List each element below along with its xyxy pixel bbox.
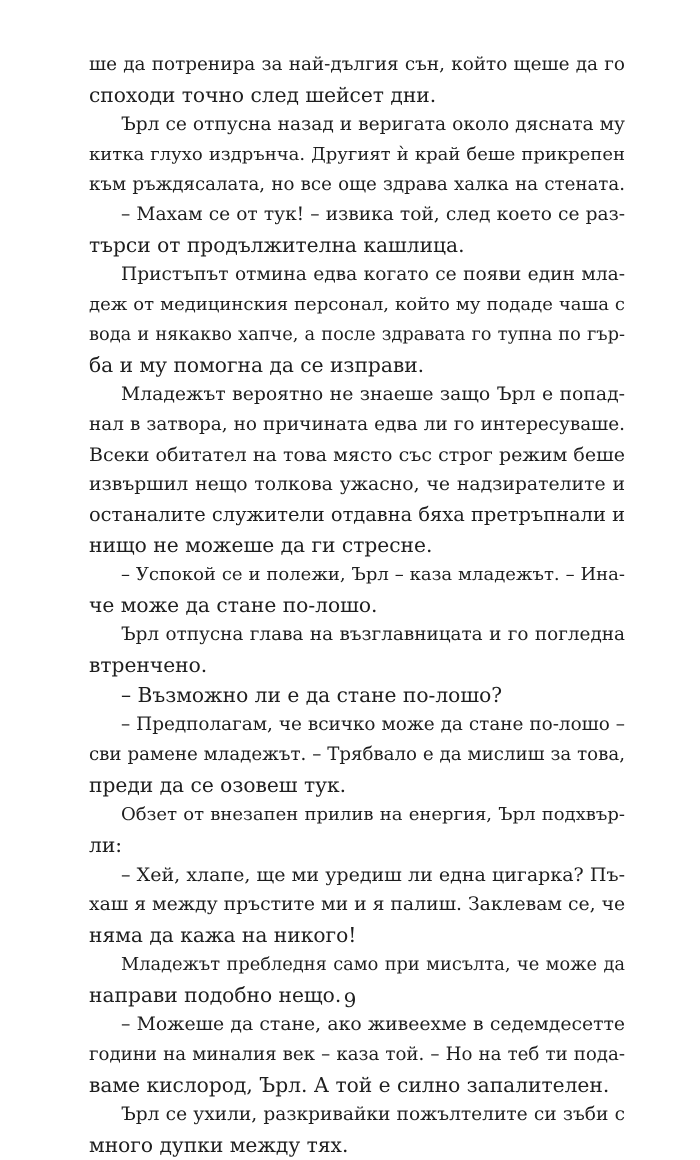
text-line: останалите служители отдавна бяха претръпнали и: [89, 503, 625, 526]
text-line: направи подобно нещо.: [89, 983, 342, 1007]
text-line: няма да кажа на никого!: [89, 923, 357, 947]
text-line: – Предполагам, че всичко може да стане по-лошо –: [121, 714, 625, 735]
text-line: към ръждясалата, но все още здрава халка на стената.: [89, 174, 625, 195]
text-line: – Махам се от тук! – извика той, след което се раз-: [121, 204, 625, 225]
text-line: че може да стане по-лошо.: [89, 593, 378, 617]
text-line: Ърл се ухили, разкривайки пожълтелите си зъби с: [121, 1104, 625, 1125]
text-line: – Можеше да стане, ако живеехме в седемдесетте: [121, 1014, 625, 1035]
text-line: споходи точно след шейсет дни.: [89, 83, 437, 107]
text-line: години на миналия век – каза той. – Но на теб ти пода-: [89, 1044, 625, 1065]
text-line: търси от продължителна кашлица.: [89, 233, 465, 257]
text-line: нал в затвора, но причината едва ли го интересуваше.: [89, 414, 625, 435]
text-line: Ърл отпусна глава на възглавницата и го погледна: [121, 624, 625, 645]
text-line: Пристъпът отмина едва когато се появи един мла-: [121, 264, 625, 285]
text-line: ли:: [89, 833, 123, 857]
text-line: Обзет от внезапен прилив на енергия, Ърл подхвър-: [121, 804, 625, 825]
text-line: деж от медицинския персонал, който му подаде чаша с: [89, 294, 625, 315]
text-line: втренчено.: [89, 653, 208, 677]
text-line: много дупки между тях.: [89, 1133, 349, 1157]
text-line: извършил нещо толкова ужасно, че надзирателите и: [89, 474, 625, 495]
text-line: ба и му помогна да се изправи.: [89, 353, 425, 377]
page-number: 9: [343, 988, 357, 1012]
text-line: преди да се озовеш тук.: [89, 773, 347, 797]
text-line: Ърл се отпусна назад и веригата около дясната му: [121, 114, 625, 135]
text-line: сви рамене младежът. – Трябвало е да мислиш за това,: [89, 744, 625, 765]
text-line: ваме кислород, Ърл. А той е силно запалителен.: [89, 1073, 610, 1097]
text-line: ше да потренира за най-дългия сън, който щеше да го: [89, 54, 625, 75]
text-line: Младежът пребледня само при мисълта, че може да: [121, 954, 625, 975]
text-line: Младежът вероятно не знаеше защо Ърл е попад-: [121, 384, 625, 405]
text-line: Всеки обитател на това място със строг режим беше: [89, 444, 625, 466]
text-line: – Успокой се и полежи, Ърл – каза младежът. – Ина-: [121, 564, 625, 585]
text-line: хаш я между пръстите ми и я палиш. Заклевам се, че: [89, 894, 625, 915]
text-line: – Възможно ли е да стане по-лошо?: [121, 683, 503, 707]
text-line: нищо не можеше да ги стресне.: [89, 533, 433, 557]
text-line: китка глухо издрънча. Другият ѝ край беше прикрепен: [89, 144, 625, 165]
text-line: – Хей, хлапе, ще ми уредиш ли една цигарка? Пъ-: [121, 864, 625, 886]
text-line: вода и някакво хапче, а после здравата го тупна по гър-: [89, 324, 625, 345]
